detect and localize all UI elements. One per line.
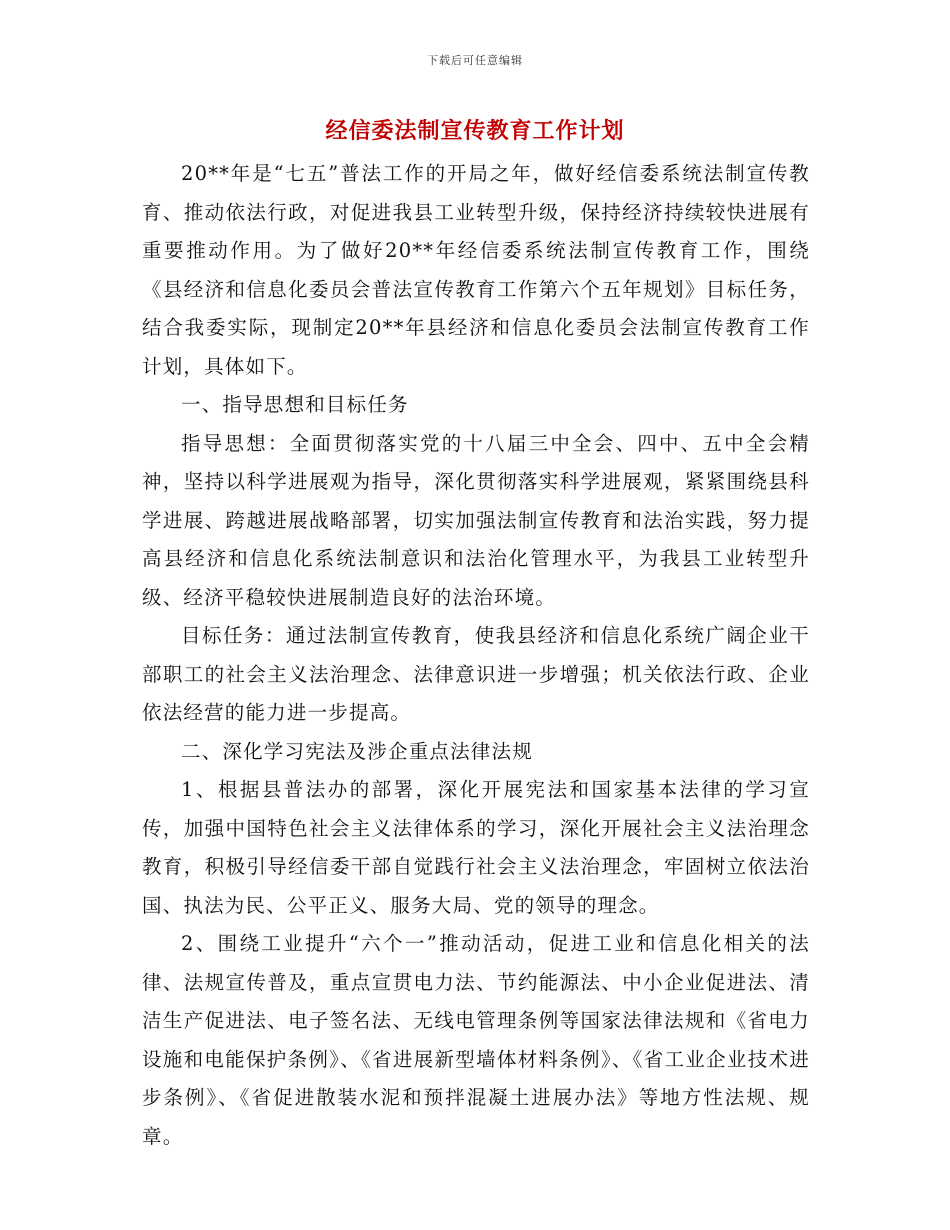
- paragraph-objectives: 目标任务：通过法制宣传教育，使我县经济和信息化系统广阔企业干部职工的社会主义法治理念、法律意识进一步增强；机关依法行政、企业依法经营的能力进一步提高。: [142, 624, 810, 724]
- paragraph-guiding-ideology: 指导思想：全面贯彻落实党的十八届三中全会、四中、五中全会精神，坚持以科学进展观为指导，深化贯彻落实科学进展观，紧紧围绕县科学进展、跨越进展战略部署，切实加强法制宣传教育和法治实践，努力提高县经济和信息化系统法制意识和法治化管理水平，为我县工业转型升级、经济平稳较快进展制造良好的法治环境。: [142, 431, 810, 609]
- paragraph-intro: 20**年是“七五”普法工作的开局之年，做好经信委系统法制宣传教育、推动依法行政，对促进我县工业转型升级，保持经济持续较快进展有重要推动作用。为了做好20**年经信委系统法制宣传教育工作，围绕《县经济和信息化委员会普法宣传教育工作第六个五年规划》目标任务，结合我委实际，现制定20**年县经济和信息化委员会法制宣传教育工作计划，具体如下。: [142, 162, 810, 378]
- section-heading-2: 二、深化学习宪法及涉企重点法律法规: [181, 739, 533, 763]
- paragraph-item-2: 2、围绕工业提升“六个一”推动活动，促进工业和信息化相关的法律、法规宣传普及，重点宣贯电力法、节约能源法、中小企业促进法、清洁生产促进法、电子签名法、无线电管理条例等国家法律法规和《省电力设施和电能保护条例》、《省进展新型墙体材料条例》、《省工业企业技术进步条例》、《省促进散装水泥和预拌混凝土进展办法》等地方性法规、规章。: [142, 932, 810, 1148]
- document-title: 经信委法制宣传教育工作计划: [325, 118, 625, 144]
- paragraph-item-1: 1、根据县普法办的部署，深化开展宪法和国家基本法律的学习宣传，加强中国特色社会主义法律体系的学习，深化开展社会主义法治理念教育，积极引导经信委干部自觉践行社会主义法治理念，牢固树立依法治国、执法为民、公平正义、服务大局、党的领导的理念。: [142, 778, 810, 917]
- page-header-note: 下载后可任意编辑: [427, 54, 523, 67]
- document-body: [142, 155, 810, 1156]
- section-heading-1: 一、指导思想和目标任务: [181, 393, 409, 416]
